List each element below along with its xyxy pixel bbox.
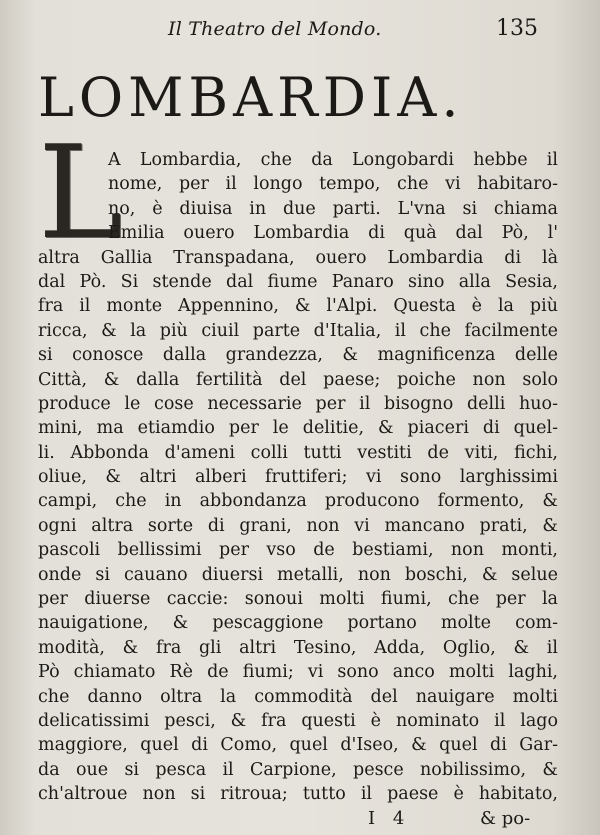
text-line: da oue si pesca il Carpione, pesce nobilissimo, & bbox=[38, 759, 558, 780]
text-line: ch'altroue non si ritroua; tutto il paese è habitato, bbox=[38, 784, 558, 805]
text-line: maggiore, quel di Como, quel d'Iseo, & quel di Gar- bbox=[38, 735, 558, 756]
text-line: campi, che in abbondanza producono formento, & bbox=[38, 491, 558, 512]
text-line: ricca, & la più ciuil parte d'Italia, il che facilmente bbox=[38, 320, 558, 341]
text-line: li. Abbonda d'ameni colli tutti vestiti de viti, fichi, bbox=[38, 442, 558, 463]
chapter-title: LOMBARDIA. bbox=[38, 66, 464, 129]
signature-mark: I 4 bbox=[368, 808, 411, 829]
text-line: delicatissimi pesci, & fra questi è nominato il lago bbox=[38, 710, 558, 731]
page-number: 135 bbox=[496, 16, 538, 41]
text-line: dal Pò. Si stende dal fiume Panaro sino alla Sesia, bbox=[38, 271, 558, 292]
text-line: A Lombardia, che da Longobardi hebbe il bbox=[108, 150, 558, 170]
text-line: modità, & fra gli altri Tesino, Adda, Oglio, & il bbox=[38, 637, 558, 658]
text-line: per diuerse caccie: sonoui molti fiumi, che per la bbox=[38, 589, 558, 610]
text-line: produce le cose necessarie per il bisogno delli huo- bbox=[38, 393, 558, 414]
text-line: Pò chiamato Rè de fiumi; vi sono anco molti laghi, bbox=[38, 662, 558, 683]
text-line: nauigatione, & pescaggione portano molte com- bbox=[38, 613, 558, 634]
text-line: che danno oltra la commodità del nauigare molti bbox=[38, 686, 558, 707]
text-line: oliue, & altri alberi fruttiferi; vi sono larghissimi bbox=[38, 467, 558, 488]
text-line: nome, per il longo tempo, che vi habitaro- bbox=[108, 174, 558, 195]
text-line: altra Gallia Transpadana, ouero Lombardia di là bbox=[38, 247, 558, 268]
text-line: Emilia ouero Lombardia di quà dal Pò, l' bbox=[108, 223, 558, 244]
body-text bbox=[38, 148, 558, 807]
drop-cap-initial: L bbox=[38, 119, 123, 268]
text-line: fra il monte Appennino, & l'Alpi. Questa è la più bbox=[38, 296, 558, 317]
text-line: ogni altra sorte di grani, non vi mancano prati, & bbox=[38, 515, 558, 536]
text-line: no, è diuisa in due parti. L'vna si chiama bbox=[108, 198, 558, 219]
text-line: mini, ma etiamdio per le delitie, & piaceri di quel- bbox=[38, 418, 558, 439]
running-title: Il Theatro del Mondo. bbox=[168, 18, 382, 40]
text-line: pascoli bellissimi per vso de bestiami, non monti, bbox=[38, 540, 558, 561]
text-line: Città, & dalla fertilità del paese; poiche non solo bbox=[38, 369, 558, 390]
text-line: onde si cauano diuersi metalli, non boschi, & selue bbox=[38, 564, 558, 585]
running-head bbox=[0, 14, 600, 44]
page-footer bbox=[0, 808, 600, 832]
text-line: si conosce dalla grandezza, & magnificenza delle bbox=[38, 345, 558, 366]
catchword: & po- bbox=[480, 808, 531, 829]
